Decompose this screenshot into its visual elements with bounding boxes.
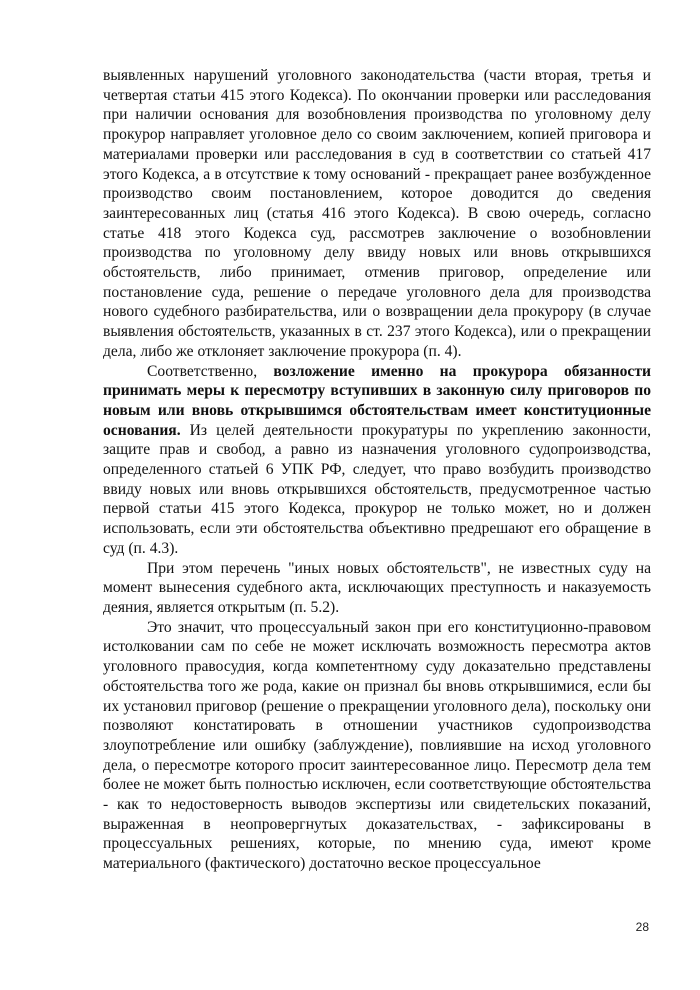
paragraph-2-bold-text: возложение именно на прокурора обязанности принимать меры к пересмотру вступивших в законную силу приговоров по новым или вновь открывшимся обстоятельствам имеет конституционные основания.: [103, 362, 651, 439]
paragraph-2-rest: Из целей деятельности прокуратуры по укреплению законности, защите прав и свобод, а равно из назначения уголовного судопроизводства, определенного статьей 6 УПК РФ, следует, что право возбудить производство ввиду новых или вновь открывшихся обстоятельств, предусмотренное частью первой статьи 415 этого Кодекса, прокурор не только может, но и должен использовать, если эти обстоятельства объективно предрешают его обращение в суд (п. 4.3).: [103, 421, 651, 557]
paragraph-3: При этом перечень "иных новых обстоятельств", не известных суду на момент вынесения судебного акта, исключающих преступность и наказуемость деяния, является открытым (п. 5.2).: [103, 559, 651, 616]
paragraph-2: [103, 362, 651, 559]
body-text: [103, 66, 651, 874]
paragraph-1: выявленных нарушений уголовного законодательства (части вторая, третья и четвертая статьи 415 этого Кодекса). По окончании проверки или расследования при наличии основания для возобновления производства по уголовному делу прокурор направляет уголовное дело со своим заключением, копией приговора и материалами проверки или расследования в суд в соответствии со статьей 417 этого Кодекса, а в отсутствие к тому оснований - прекращает ранее возбужденное производство своим постановлением, которое доводится до сведения заинтересованных лиц (статья 416 этого Кодекса). В свою очередь, согласно статье 418 этого Кодекса суд, рассмотрев заключение о возобновлении производства по уголовному делу ввиду новых или вновь открывшихся обстоятельств, либо принимает, отменив приговор, определение или постановление суда, решение о передаче уголовного дела для производства нового судебного разбирательства, или о возвращении дела прокурору (в случае выявления обстоятельств, указанных в ст. 237 этого Кодекса), или о прекращении дела, либо же отклоняет заключение прокурора (п. 4).: [103, 67, 651, 360]
page-number: 28: [635, 920, 649, 934]
paragraph-2-lead: Соответственно,: [147, 362, 274, 380]
paragraph-4: Это значит, что процессуальный закон при его конституционно-правовом истолковании сам по себе не может исключать возможность пересмотра актов уголовного правосудия, когда компетентному суду доказательно представлены обстоятельства того же рода, какие он признал бы вновь открывшимися, если бы их установил приговор (решение о прекращении уголовного дела), поскольку они позволяют констатировать в отношении участников судопроизводства злоупотребление или ошибку (заблуждение), повлиявшие на исход уголовного дела, о пересмотре которого просит заинтересованное лицо. Пересмотр дела тем более не может быть полностью исключен, если соответствующие обстоятельства - как то недостоверность выводов экспертизы или свидетельских показаний, выраженная в неопровергнутых доказательствах, - зафиксированы в процессуальных решениях, которые, по мнению суда, имеют кроме материального (фактического) достаточно веское процессуальное: [103, 618, 651, 873]
